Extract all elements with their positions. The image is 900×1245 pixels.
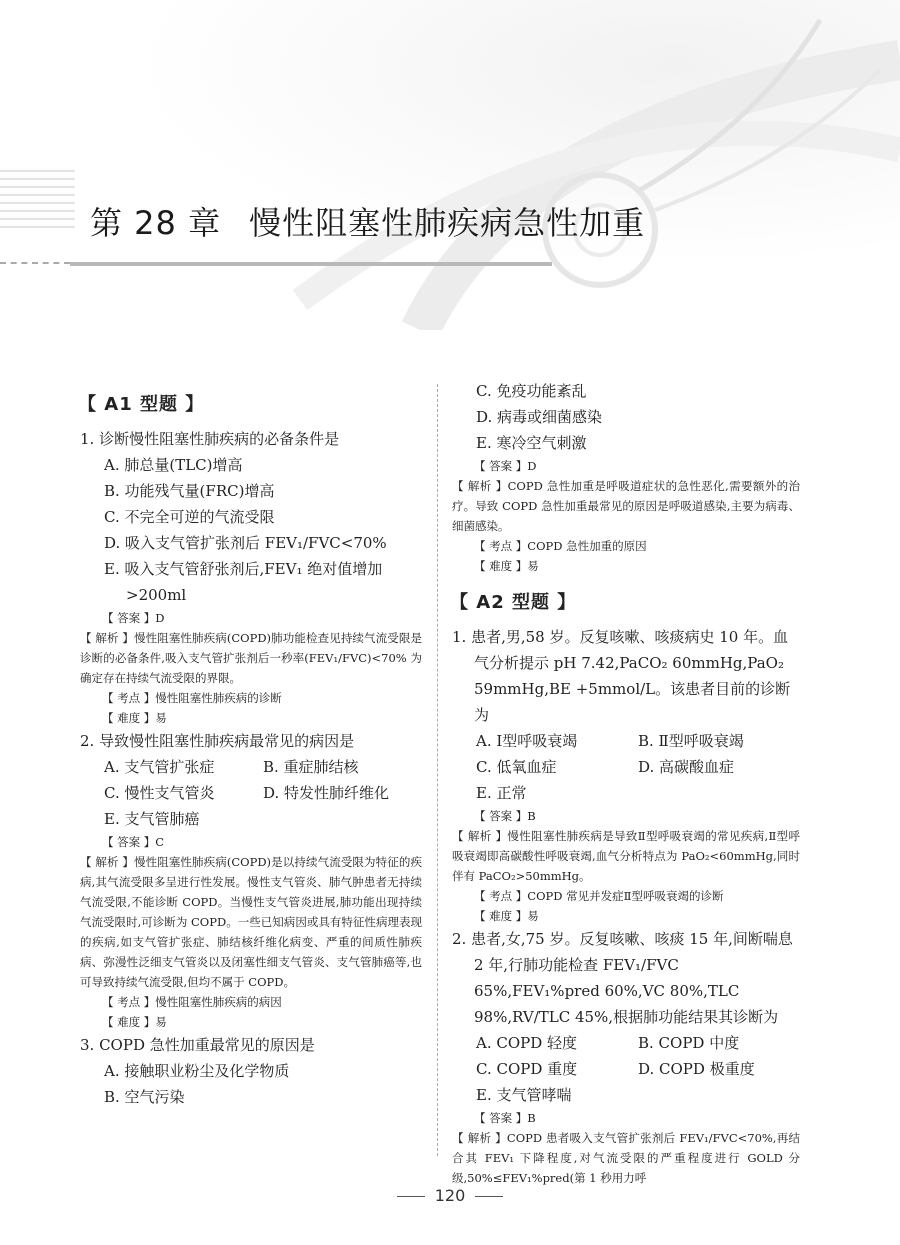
option-row <box>452 1056 800 1082</box>
option: B. 空气污染 <box>104 1088 185 1106</box>
header-background-decoration <box>0 0 900 330</box>
option: C. COPD 重度 <box>476 1060 578 1078</box>
option: C. 低氧血症 <box>476 758 557 776</box>
option: B. 重症肺结核 <box>263 758 359 776</box>
title-underline-bar <box>70 262 552 266</box>
difficulty: 【 难度 】易 <box>474 909 539 923</box>
option-row <box>80 780 422 806</box>
section-heading-a1: 【 A1 型题 】 <box>78 394 205 415</box>
exam-point: 【 考点 】慢性阻塞性肺疾病的病因 <box>102 995 282 1009</box>
option: A. Ⅰ型呼吸衰竭 <box>476 732 578 750</box>
option: E. 寒冷空气刺激 <box>476 434 587 452</box>
question-stem: 2. 导致慢性阻塞性肺疾病最常见的病因是 <box>80 732 355 750</box>
option: D. 病毒或细菌感染 <box>476 408 603 426</box>
difficulty: 【 难度 】易 <box>474 559 539 573</box>
option-row <box>452 754 800 780</box>
option: B. COPD 中度 <box>638 1034 740 1052</box>
chapter-title <box>90 198 645 244</box>
option-row <box>452 1030 800 1056</box>
section-heading-a2: 【 A2 型题 】 <box>450 592 577 613</box>
answer: 【 答案 】B <box>474 1111 536 1125</box>
option: D. 吸入支气管扩张剂后 FEV₁/FVC<70% <box>104 534 387 552</box>
option: B. 功能残气量(FRC)增高 <box>104 482 275 500</box>
answer: 【 答案 】B <box>474 809 536 823</box>
question-stem: 2. 患者,女,75 岁。反复咳嗽、咳痰 15 年,间断喘息 2 年,行肺功能检查 FEV₁/FVC 65%,FEV₁%pred 60%,VC 80%,TLC 98%,RV/TLC 45%,根据肺功能结果其诊断为 <box>452 930 793 1026</box>
option-row <box>452 728 800 754</box>
chapter-number: 第 28 章 <box>90 204 222 242</box>
option: A. 肺总量(TLC)增高 <box>104 456 243 474</box>
analysis: 【 解析 】COPD 患者吸入支气管扩张剂后 FEV₁/FVC<70%,再结合其 FEV₁ 下降程度,对气流受限的严重程度进行 GOLD 分级,50%≤FEV₁%pred(第 1 秒用力呼 <box>452 1131 800 1185</box>
left-column <box>80 378 422 1110</box>
analysis: 【 解析 】慢性阻塞性肺疾病是导致Ⅱ型呼吸衰竭的常见疾病,Ⅱ型呼吸衰竭即高碳酸性呼吸衰竭,血气分析特点为 PaO₂<60mmHg,同时伴有 PaCO₂>50mmHg。 <box>452 829 800 883</box>
difficulty: 【 难度 】易 <box>102 1015 167 1029</box>
option: E. 正常 <box>476 784 527 802</box>
option: D. 特发性肺纤维化 <box>263 784 390 802</box>
title-dashed-rule <box>0 262 70 264</box>
analysis: 【 解析 】慢性阻塞性肺疾病(COPD)肺功能检查见持续气流受限是诊断的必备条件,吸入支气管扩张剂后一秒率(FEV₁/FVC)<70% 为确定存在持续气流受限的界限。 <box>80 631 422 685</box>
answer: 【 答案 】D <box>102 611 165 625</box>
right-column <box>452 378 800 1188</box>
option: A. COPD 轻度 <box>476 1034 578 1052</box>
option: A. 支气管扩张症 <box>104 758 215 776</box>
option: A. 接触职业粉尘及化学物质 <box>104 1062 290 1080</box>
option: B. Ⅱ型呼吸衰竭 <box>638 732 744 750</box>
answer: 【 答案 】C <box>102 835 165 849</box>
question-stem: 1. 诊断慢性阻塞性肺疾病的必备条件是 <box>80 430 340 448</box>
column-divider <box>437 384 438 1156</box>
question-stem: 1. 患者,男,58 岁。反复咳嗽、咳痰病史 10 年。血气分析提示 pH 7.42,PaCO₂ 60mmHg,PaO₂ 59mmHg,BE +5mmol/L。该患者目前的诊断为 <box>452 628 791 724</box>
page-number: 120 <box>434 1186 466 1205</box>
option: D. COPD 极重度 <box>638 1060 755 1078</box>
exam-point: 【 考点 】COPD 急性加重的原因 <box>474 539 647 553</box>
option: E. 支气管哮喘 <box>476 1086 572 1104</box>
answer: 【 答案 】D <box>474 459 537 473</box>
footer-dash-left <box>397 1196 425 1197</box>
option: C. 不完全可逆的气流受限 <box>104 508 275 526</box>
chapter-name: 慢性阻塞性肺疾病急性加重 <box>249 204 646 242</box>
analysis: 【 解析 】COPD 急性加重是呼吸道症状的急性恶化,需要额外的治疗。导致 COPD 急性加重最常见的原因是呼吸道感染,主要为病毒、细菌感染。 <box>452 479 800 533</box>
difficulty: 【 难度 】易 <box>102 711 167 725</box>
option: D. 高碳酸血症 <box>638 758 735 776</box>
header-stripes <box>0 170 75 234</box>
footer-dash-right <box>475 1196 503 1197</box>
exam-point: 【 考点 】COPD 常见并发症Ⅱ型呼吸衰竭的诊断 <box>474 889 724 903</box>
option: E. 吸入支气管舒张剂后,FEV₁ 绝对值增加 >200ml <box>104 560 383 604</box>
page-footer <box>0 1186 900 1205</box>
option: E. 支气管肺癌 <box>104 810 200 828</box>
option: C. 免疫功能紊乱 <box>476 382 587 400</box>
question-stem: 3. COPD 急性加重最常见的原因是 <box>80 1036 315 1054</box>
exam-point: 【 考点 】慢性阻塞性肺疾病的诊断 <box>102 691 282 705</box>
option: C. 慢性支气管炎 <box>104 784 215 802</box>
option-row <box>80 754 422 780</box>
analysis: 【 解析 】慢性阻塞性肺疾病(COPD)是以持续气流受限为特征的疾病,其气流受限多呈进行性发展。慢性支气管炎、肺气肿患者无持续气流受限,不能诊断 COPD。当慢性支气管炎进展,肺功能出现持续气流受限时,可诊断为 COPD。一些已知病因或具有特征性病理表现的疾病,如支气管扩张症、肺结核纤维化病变、严重的间质性肺疾病、弥漫性泛细支气管炎以及闭塞性细支气管炎、支气管肺癌等,也可导致持续气流受限,但均不属于 COPD。 <box>80 855 422 989</box>
